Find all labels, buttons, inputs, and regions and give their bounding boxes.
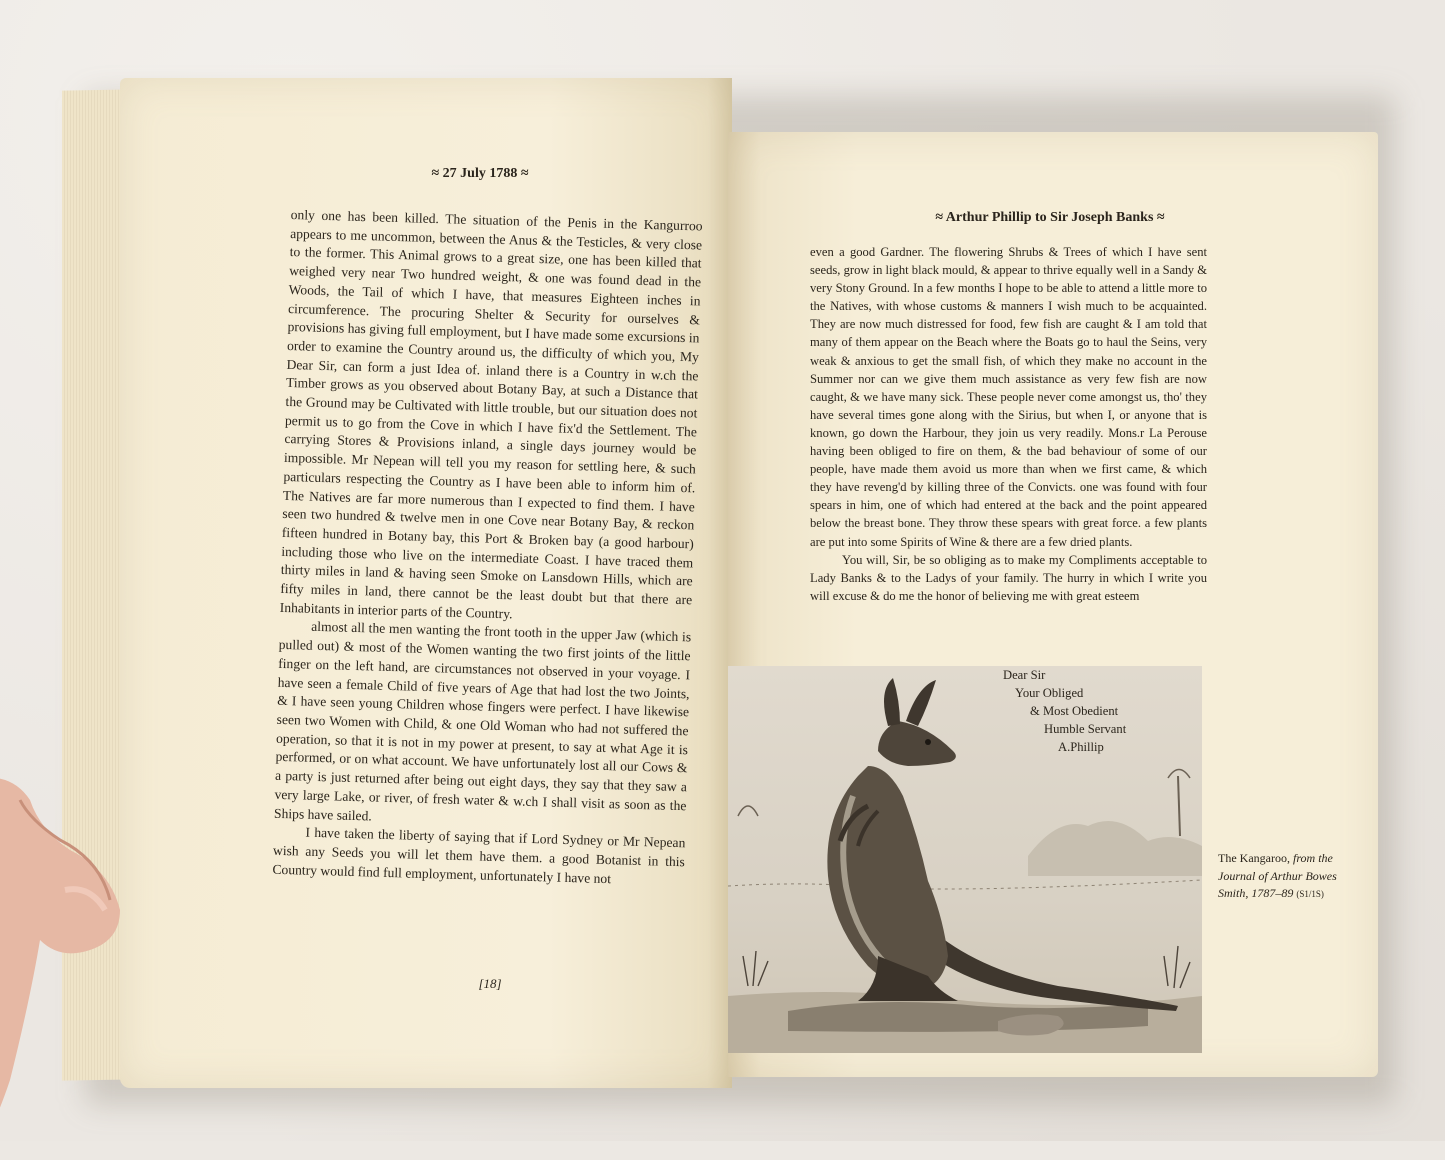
signoff-line-5: A.Phillip bbox=[1058, 740, 1104, 754]
page-number: [18] bbox=[478, 976, 502, 991]
caption-source: from the Journal of Arthur Bowes Smith, 1787–89 bbox=[1218, 851, 1337, 900]
right-paragraph-1: even a good Gardner. The flowering Shrubs & Trees of which I have sent seeds, grow in light black mould, & appear to thrive equally well in a Sandy & very Stony Ground. In a few months I hope to be able to attend a little more to the Natives, with whose customs & manners I wish much to be acquainted. They are now much distressed for food, few fish are caught & I am told that many of them appear on the Beach where the Boats go to haul the Seins, very weak & anxious to get the small fish, of which they make no account in the Summer nor can we give them much assistance as very few fish are now caught, & we have many sick. These people never come amongst us, tho' they have several times gone along with the Sirius, but when I, or anyone that is known, go down the Harbour, they join us very readily. Mons.r La Perouse having been obliged to fire on them, & the bad behaviour of some of our people, have made them avoid us more than when we first came, & which they have reveng'd by killing three of the Convicts. one was found with four spears in him, one of which had entered at the back and the point appeared below the breast bone. They throw these spears with great force. a few plants are put into some Spirits of Wine & there are a few dried plants. bbox=[810, 245, 1207, 549]
kangaroo-engraving-icon bbox=[728, 666, 1202, 1053]
caption-reference: (S1/1S) bbox=[1296, 889, 1324, 899]
right-running-head: ≈ Arthur Phillip to Sir Joseph Banks ≈ bbox=[935, 210, 1165, 225]
signoff-line-4: Humble Servant bbox=[1044, 722, 1127, 736]
plate-caption bbox=[1218, 850, 1348, 904]
left-page-text bbox=[272, 206, 703, 891]
right-paragraph-2: You will, Sir, be so obliging as to make my Compliments acceptable to Lady Banks & to the Ladys of your family. The hurry in which I write you will excuse & do me the honor of believing me with great esteem bbox=[810, 552, 1207, 603]
signoff-line-3: & Most Obedient bbox=[1030, 704, 1119, 718]
signoff-line-1: Dear Sir bbox=[1003, 668, 1046, 682]
left-paragraph-2: almost all the men wanting the front tooth in the upper Jaw (which is pulled out) & most of the Women wanting the two first joints of the little finger on the left hand, are circumstances not observed in your voyage. I have seen a female Child of five years of Age that had lost the two Joints, & I have seen young Children whose fingers were perfect. I have likewise seen two Women with Child, & one Old Woman who had not suffered the operation, so that it is not in my power at present, to say at what Age it is performed, or on what account. We have unfortunately lost all our Cows & a party is just returned after being out eight days, they say that they saw a very large Lake, or river, of fresh water & w.ch I shall visit as soon as the Ships have sailed. bbox=[273, 619, 692, 823]
signoff-line-2: Your Obliged bbox=[1015, 686, 1084, 700]
left-paragraph-3: I have taken the liberty of saying that if Lord Sydney or Mr Nepean wish any Seeds you will let them have them. a good Botanist in this Country would find full employment, unfortunately I have not bbox=[272, 824, 686, 886]
left-running-head: ≈ 27 July 1788 ≈ bbox=[431, 166, 529, 181]
left-paragraph-1: only one has been killed. The situation of the Penis in the Kangurroo appears to me uncommon, between the Anus & the Testicles, & very close to the former. This Animal grows to a great size, one has been killed that weighed very near Two hundred weight, & one was found dead in the Woods, the Tail of which I have, that measures Eighteen inches in circumference. The procuring Shelter & Security for ourselves & provisions has giving full employment, but I have made some excursions in order to examine the Country around us, the difficulty of which you, My Dear Sir, can form a just Idea of. inland there is a Country in w.ch the Timber grows as you observed about Botany Bay, at such a Distance that the Ground may be Cultivated with little trouble, but our situation does not permit us to go from the Cove in which I have fix'd the Settlement. The carrying Stores & Provisions inland, a single days journey would be impossible. Mr Nepean will tell you my reason for settling here, & such particulars respecting the Country as I have been able to inform him of. The Natives are far more numerous than I expected to find them. I have seen two hundred & twelve men in one Cove near Botany Bay, & reckon fifteen hundred in Botany bay, this Port & Broken bay (a good harbour) including those who live on the intermediate Coast. I have traced them thirty miles in land & having seen Smoke on Lansdown Hills, which are fifty miles in land, there cannot be the least doubt but that there are Inhabitants in interior parts of the Country. bbox=[279, 206, 703, 622]
right-page-text bbox=[810, 243, 1207, 605]
hand-icon bbox=[0, 760, 160, 1160]
caption-title: The Kangaroo, bbox=[1218, 851, 1290, 865]
